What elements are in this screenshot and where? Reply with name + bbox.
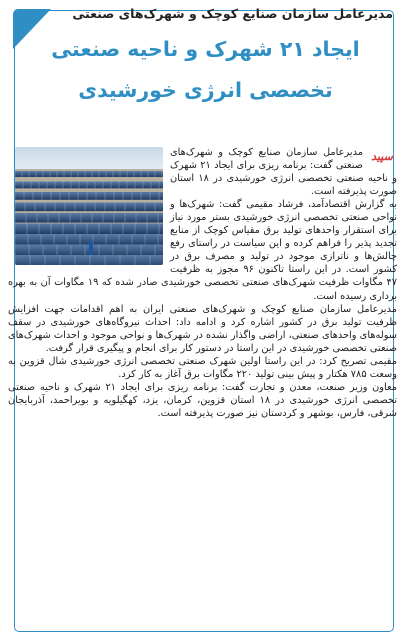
paragraph-5: معاون وزیر صنعت، معدن و تجارت گفت: برنامه ریزی برای ایجاد ۲۱ شهرک و ناحیه صنعتی تخصصی انرژی خورشیدی در ۱۸ استان قزوین، کرمان، یزد، کهگیلویه و بویراحمد، آذربایجان شرقی، فارس، بوشهر و کردستان نیز صورت پذیرفته است.	[8, 381, 397, 419]
publication-logo: سپید	[371, 150, 393, 163]
paragraph-3: مدیرعامل سازمان صنایع کوچک و شهرک‌های صنعتی ایران به اهم اقدامات جهت افزایش ظرفیت تولید برق در کشور اشاره کرد و ادامه داد: احداث نیروگاه‌های خورشیدی در سقف سوله‌های واحدهای صنعتی، اراضی واگذار نشده در شهرک‌ها و نواحی موجود و احداث شهرک‌های صنعتی تخصصی خورشیدی در این راستا در دستور کار برای انجام و پیگیری قرار گرفت.	[8, 303, 397, 354]
paragraph-2: به گزارش اقتصادآمد، فرشاد مقیمی گفت: شهرک‌ها و نواحی صنعتی تخصصی انرژی خورشیدی بستر مورد نیاز برای استقرار واحدهای تولید برق مقیاس کوچک از منابع تجدید پذیر را فراهم کرده و این سیاست در راستای رفع چالش‌ها و ناترازی موجود در تولید و مصرف برق در کشور است. در این راستا تاکنون ۹۶ مجوز به ظرفیت ۴۷ مگاوات ظرفیت شهرک‌های صنعتی تخصصی خورشیدی صادر شده که ۱۹ مگاوات آن به بهره برداری رسیده است.	[8, 199, 398, 302]
kicker: مدیرعامل سازمان صنایع کوچک و شهرک‌های صنعتی	[72, 6, 393, 21]
paragraph-1: مدیرعامل سازمان صنایع کوچک و شهرک‌های صنعتی گفت: برنامه ریزی برای ایجاد ۲۱ شهرک و ناحیه صنعتی تخصصی انرژی خورشیدی در ۱۸ استان صورت پذیرفته است.	[170, 147, 397, 198]
article-body	[8, 146, 397, 420]
paragraph-4: مقیمی تصریح کرد: در این راستا اولین شهرک صنعتی تخصصی انرژی خورشیدی شال قزوین به وسعت ۷۸۵ هکتار و پیش بینی تولید ۲۲۰ مگاوات برق آغاز به کار کرد.	[8, 355, 397, 380]
headline: ایجاد ۲۱ شهرک و ناحیه صنعتی تخصصی انرژی خورشیدی	[51, 37, 360, 102]
photo-spacer	[8, 146, 170, 266]
